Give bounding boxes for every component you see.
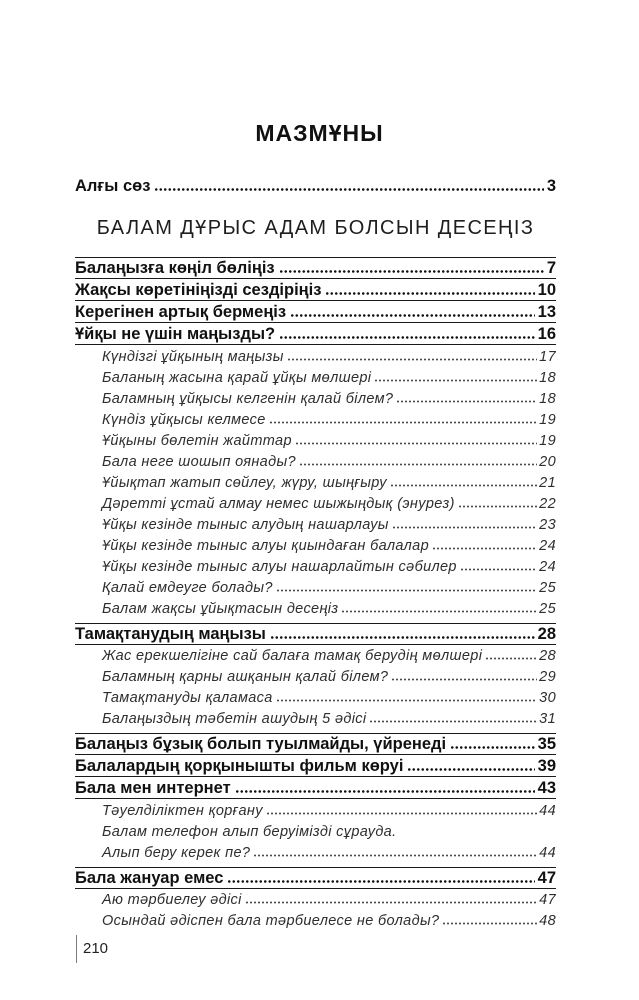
toc-section-title: Баланың жасына қарай ұйқы мөлшері [102,369,372,386]
toc-chapter-title: Балаңызға көңіл бөліңіз [75,259,275,277]
toc-section-title: Күндіз ұйқысы келмесе [102,411,266,428]
dot-leader [374,379,537,382]
dot-leader [369,720,537,723]
toc-chapter-title: Керегінен артық бермеңіз [75,303,287,321]
dot-leader [450,746,535,749]
toc-section-page-number: 30 [539,690,556,706]
dot-leader [325,292,534,295]
dot-leader [485,657,537,660]
dot-leader [266,812,537,815]
dot-leader [392,526,537,529]
dot-leader [253,854,537,857]
toc-section-page-number: 19 [539,432,556,449]
toc-chapter [75,733,556,755]
dot-leader [279,270,544,273]
toc-section-list [75,889,556,936]
toc-section-page-number: 25 [539,579,556,596]
dot-leader [341,610,537,613]
dot-leader [154,188,543,191]
toc-section-page-number: 31 [539,711,556,727]
toc-section-title: Баламның ұйқысы келгенін қалай білем? [102,390,394,407]
toc-section-title: Аю тәрбиелеу әдісі [102,892,242,908]
table-of-contents [75,175,556,935]
toc-section-title: Ұйқы кезінде тыныс алуы нашарлайтын сәбилер [102,558,457,575]
toc-chapter-page-number: 43 [537,779,556,797]
dot-leader [276,589,537,592]
dot-leader [460,568,537,571]
dot-leader [227,880,534,883]
toc-chapter-page-number: 39 [537,757,556,775]
toc-section-list [75,799,556,867]
toc-section [102,688,556,709]
toc-section-list [75,645,556,734]
dot-leader [245,901,537,904]
toc-section-page-number: 48 [539,913,556,929]
toc-preface [75,175,556,197]
toc-section-title: Ұйқы кезінде тыныс алудың нашарлауы [102,516,389,533]
toc-section-title: Дәретті ұстай алмау немес шыжыңдық (энурез) [102,495,455,512]
dot-leader [290,314,535,317]
toc-chapter [75,323,556,345]
toc-section-page-number: 19 [539,411,556,428]
toc-section-title: Балам жақсы ұйықтасын десеңіз [102,600,339,617]
toc-section [102,578,556,599]
toc-section-page-number: 44 [539,802,556,819]
toc-chapter [75,755,556,777]
toc-chapter [75,257,556,279]
toc-section [102,911,556,932]
toc-section-title: Баламның қарны ашқанын қалай білем? [102,669,389,685]
toc-section-page-number: 22 [539,495,556,512]
toc-chapter-page-number: 16 [537,325,556,343]
toc-part [75,215,556,935]
toc-section-title: Алып беру керек пе? [102,844,251,861]
toc-section-page-number: 47 [539,892,556,908]
toc-chapter-page-number: 13 [537,303,556,321]
dot-leader [432,547,537,550]
toc-section [102,890,556,911]
toc-section [102,473,556,494]
toc-chapter-title: Бала жануар емес [75,868,224,887]
toc-section [102,557,556,578]
toc-section [102,368,556,389]
toc-section-title: Күндізгі ұйқының маңызы [102,348,284,365]
toc-chapter-page-number: 7 [546,259,556,277]
toc-section-title: Тамақтануды қаламаса [102,690,273,706]
toc-chapter-page-number: 28 [537,624,556,643]
toc-section [102,801,556,822]
page-number: 210 [83,940,109,957]
dot-leader [458,505,537,508]
toc-preface-title: Алғы сөз [75,177,151,195]
toc-section-page-number: 17 [539,348,556,365]
toc-section [102,843,556,864]
toc-section-page-number: 20 [539,453,556,470]
toc-chapter [75,301,556,323]
dot-leader [390,484,537,487]
toc-section-page-number: 21 [539,474,556,491]
toc-section-page-number: 24 [539,537,556,554]
dot-leader [279,336,535,339]
dot-leader [396,400,537,403]
page-title: МАЗМҰНЫ [255,120,384,146]
toc-section-page-number: 23 [539,516,556,533]
toc-chapter-title: Балаңыз бұзық болып туылмайды, үйренеді [75,735,447,753]
toc-section [102,515,556,536]
toc-section [102,646,556,667]
dot-leader [269,421,537,424]
toc-section-page-number: 44 [539,844,556,861]
toc-chapter-page-number: 35 [537,735,556,753]
toc-section-title: Қалай емдеуге болады? [102,579,273,596]
toc-section-title: Ұйқы кезінде тыныс алуы қиындаған балалар [102,537,429,554]
toc-section-title: Ұйықтап жатып сөйлеу, жүру, шыңғыру [102,474,387,491]
toc-section-title: Балам телефон алып беруімізді сұрауда. [102,823,397,840]
toc-preface-page-number: 3 [546,177,556,195]
toc-section-page-number: 18 [539,390,556,407]
dot-leader [442,922,537,925]
toc-section-page-number: 24 [539,558,556,575]
dot-leader [287,358,537,361]
toc-chapter-title: Балалардың қорқынышты фильм көруі [75,757,404,775]
toc-section-list [75,345,556,623]
toc-section [102,410,556,431]
toc-section-title: Балаңыздың тәбетін ашудың 5 әдісі [102,711,367,727]
toc-chapter-title: Ұйқы не үшін маңызды? [75,325,276,343]
toc-chapter-title: Жақсы көретініңізді сездіріңіз [75,281,322,299]
toc-section-title: Жас ерекшелігіне сай балаға тамақ берудің мөлшері [102,648,483,664]
toc-section-page-number: 28 [539,648,556,664]
toc-section [102,709,556,730]
toc-chapter-page-number: 47 [537,868,556,887]
dot-leader [270,636,535,639]
toc-section-title: Осындай әдіспен бала тәрбиелесе не болады? [102,913,440,929]
dot-leader [391,678,537,681]
toc-section-page-number: 18 [539,369,556,386]
toc-chapter [75,279,556,301]
toc-chapter-page-number: 10 [537,281,556,299]
toc-part-heading: БАЛАМ ДҰРЫС АДАМ БОЛСЫН ДЕСЕҢІЗ [96,217,535,239]
toc-section [102,347,556,368]
toc-section [102,667,556,688]
toc-chapter-title: Бала мен интернет [75,779,231,797]
dot-leader [299,463,537,466]
toc-section [102,452,556,473]
dot-leader [235,790,535,793]
toc-section [102,599,556,620]
toc-section-page-number: 29 [539,669,556,685]
dot-leader [295,442,537,445]
toc-chapter-title: Тамақтанудың маңызы [75,624,266,643]
toc-section [102,431,556,452]
toc-chapter [75,623,556,645]
toc-chapter [75,867,556,889]
toc-section-page-number: 25 [539,600,556,617]
toc-section-title: Бала неге шошып оянады? [102,453,296,470]
toc-chapter [75,777,556,799]
toc-section-title: Тәуелділіктен қорғану [102,802,263,819]
dot-leader [276,699,537,702]
footer-rule [76,935,77,963]
toc-section [102,536,556,557]
toc-section-title: Ұйқыны бөлетін жайттар [102,432,292,449]
dot-leader [407,768,534,771]
toc-section [102,822,556,843]
toc-section [102,494,556,515]
toc-section [102,389,556,410]
